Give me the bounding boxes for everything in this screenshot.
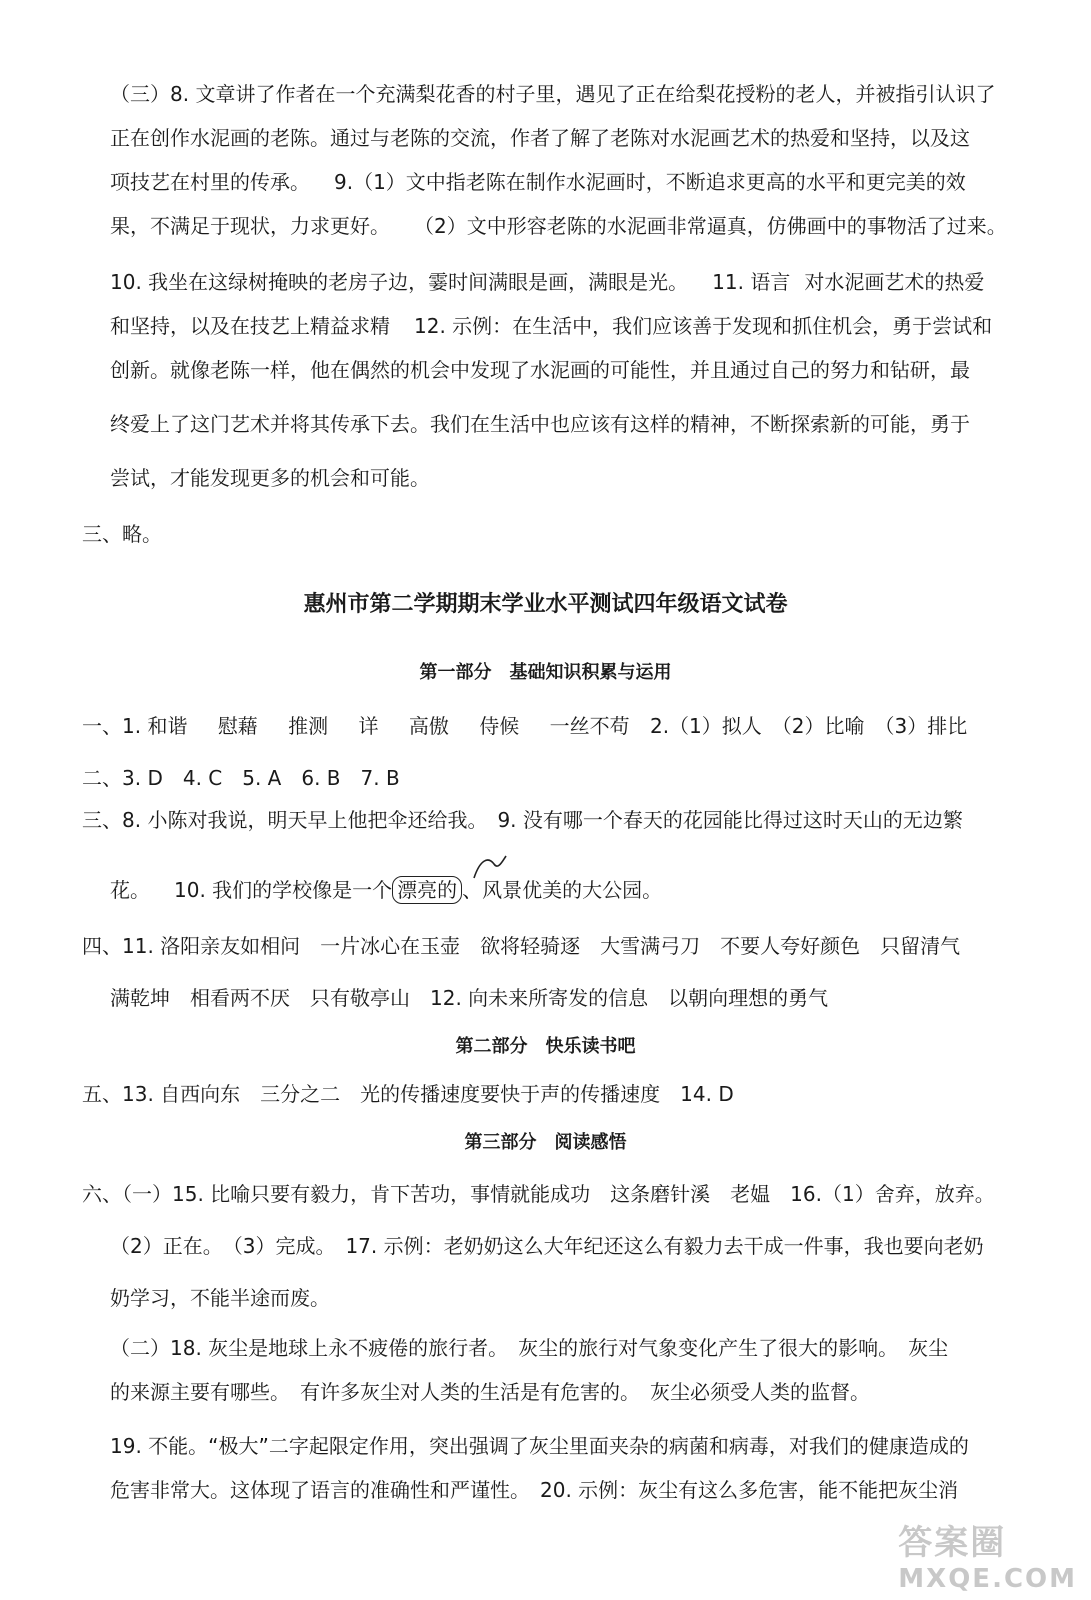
answer-line: 三、略。 [82, 522, 162, 546]
word-answer: 慰藉 [217, 714, 258, 738]
answer-segment: 11. 语言 [712, 270, 791, 294]
answer-segment: 和坚持，以及在技艺上精益求精 [110, 314, 390, 338]
answer-line: 终爱上了这门艺术并将其传承下去。我们在生活中也应该有这样的精神，不断探索新的可能，勇于 [110, 412, 970, 436]
answer-segment: 对水泥画艺术的热爱 [804, 270, 985, 294]
answer-segment: 10. 我们的学校像是一个 [174, 878, 393, 902]
correction-mark-icon [470, 852, 510, 880]
answer-segment: 10. 我坐在这绿树掩映的老房子边，霎时间满眼是画，满眼是光。 [110, 270, 689, 294]
answer-line: 六、（一）15. 比喻只要有毅力，肯下苦功，事情就能成功 这条磨针溪 老媪 16.（1）舍弃，放弃。 [82, 1182, 995, 1206]
answer-line: （三）8. 文章讲了作者在一个充满梨花香的村子里，遇见了正在给梨花授粉的老人，并被指引认识了 [110, 82, 996, 106]
answer-line [110, 212, 1007, 240]
word-answer: 侍候 [479, 714, 520, 738]
watermark-logo: 答案圈 [898, 1523, 1007, 1563]
answer-line: 正在创作水泥画的老陈。通过与老陈的交流，作者了解了老陈对水泥画艺术的热爱和坚持，以及这 [110, 126, 970, 150]
word-answer: 和谐 [147, 714, 188, 738]
answer-segment: 12. 示例：在生活中，我们应该善于发现和抓住机会，勇于尝试和 [414, 314, 993, 338]
circled-word: 漂亮的 [392, 876, 462, 904]
answer-line: 五、13. 自西向东 三分之二 光的传播速度要快于声的传播速度 14. D [82, 1082, 734, 1106]
answer-segment: （2）文中形容老陈的水泥画非常逼真，仿佛画中的事物活了过来。 [414, 214, 1007, 238]
answer-line [110, 268, 984, 296]
word-answer: 高傲 [408, 714, 449, 738]
question-label: 一、1. [82, 714, 142, 738]
watermark [898, 1515, 1077, 1594]
answer-line: 奶学习，不能半途而废。 [110, 1286, 330, 1310]
answer-line [110, 168, 966, 196]
answer-line: 尝试，才能发现更多的机会和可能。 [110, 466, 430, 490]
answer-line: 满乾坤 相看两不厌 只有敬亭山 12. 向未来所寄发的信息 以朝向理想的勇气 [110, 986, 829, 1010]
word-answer: 详 [358, 714, 379, 738]
section-title: 第一部分 基础知识积累与运用 [419, 662, 672, 683]
answer-line: （2）正在。 （3）完成。 17. 示例：老奶奶这么大年纪还这么有毅力去干成一件事，我也要向老奶 [110, 1234, 984, 1258]
answer-line: 创新。就像老陈一样，他在偶然的机会中发现了水泥画的可能性，并且通过自己的努力和钻研，最 [110, 358, 970, 382]
answer-line: 二、3. D 4. C 5. A 6. B 7. B [82, 766, 400, 790]
section-title: 第三部分 阅读感悟 [464, 1132, 627, 1153]
word-answer: 一丝不苟 [549, 714, 630, 738]
answer-segment: 、风景优美的大公园。 [462, 878, 663, 902]
answer-line [110, 876, 662, 904]
answer-line: 四、11. 洛阳亲友如相问 一片冰心在玉壶 欲将轻骑逐 大雪满弓刀 不要人夸好颜色 只留清气 [82, 934, 961, 958]
answer-segment: 9.（1）文中指老陈在制作水泥画时，不断追求更高的水平和更完美的效 [334, 170, 966, 194]
answer-line [110, 312, 992, 340]
word-answer: 推测 [288, 714, 329, 738]
answer-line: （二）18. 灰尘是地球上永不疲倦的旅行者。 灰尘的旅行对气象变化产生了很大的影响。 灰尘 [110, 1336, 949, 1360]
watermark-url: MXQE.COM [898, 1564, 1077, 1594]
exam-title: 惠州市第二学期期末学业水平测试四年级语文试卷 [303, 592, 788, 617]
answer-segment: 果，不满足于现状，力求更好。 [110, 214, 390, 238]
answer-line: 危害非常大。这体现了语言的准确性和严谨性。 20. 示例：灰尘有这么多危害，能不能把灰尘消 [110, 1478, 959, 1502]
answer-line: 19. 不能。“极大”二字起限定作用，突出强调了灰尘里面夹杂的病菌和病毒，对我们的健康造成的 [110, 1434, 969, 1458]
answer-line: 的来源主要有哪些。 有许多灰尘对人类的生活是有危害的。 灰尘必须受人类的监督。 [110, 1380, 870, 1404]
answer-segment: 花。 [110, 878, 150, 902]
answer-segment: 项技艺在村里的传承。 [110, 170, 310, 194]
answer-line: 三、8. 小陈对我说，明天早上他把伞还给我。 9. 没有哪一个春天的花园能比得过这时天山的无边繁 [82, 808, 963, 832]
answer-line [82, 712, 967, 740]
section-title: 第二部分 快乐读书吧 [455, 1036, 636, 1057]
answer-segment: 2.（1）拟人 （2）比喻 （3）排比 [649, 714, 968, 738]
